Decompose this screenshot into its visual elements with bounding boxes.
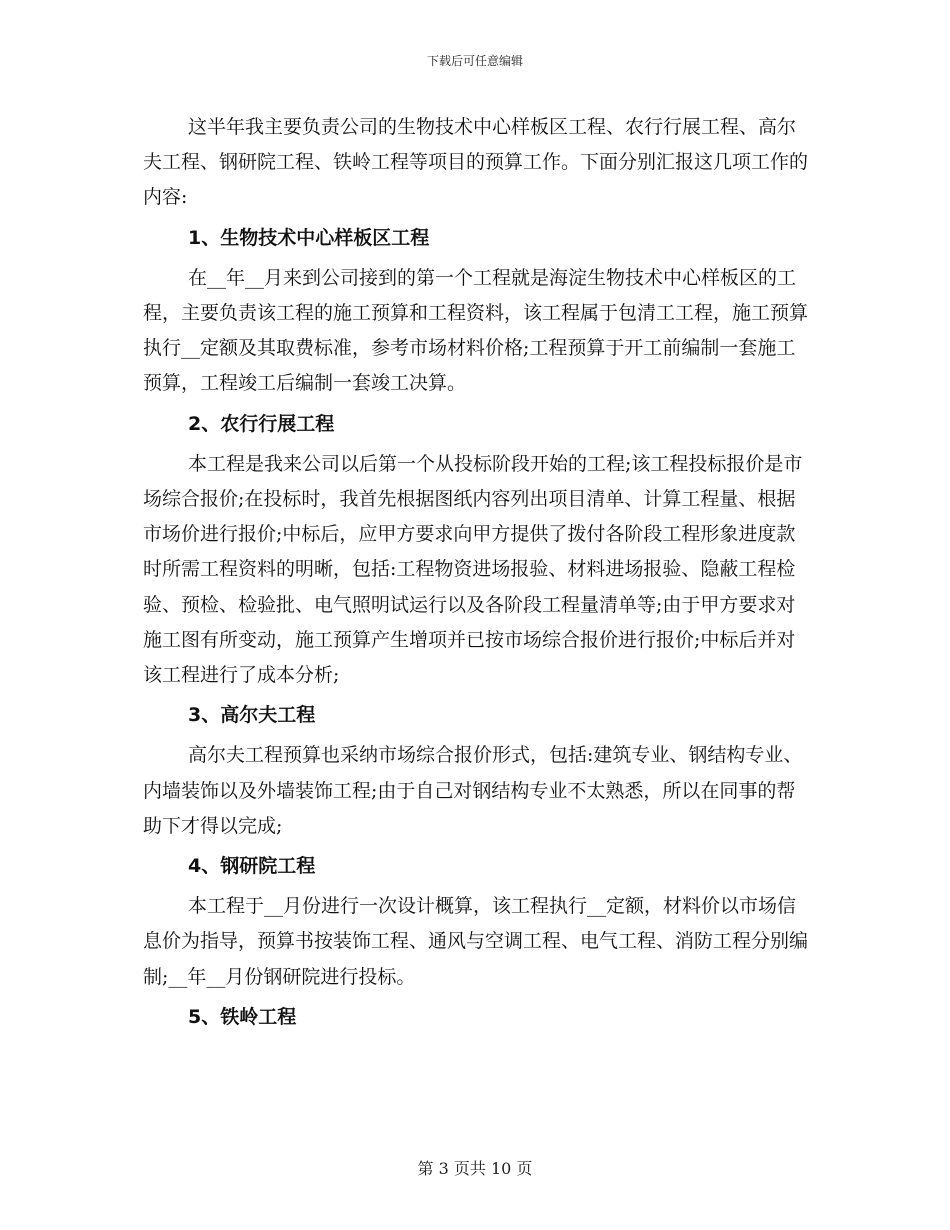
page-header: 下载后可任意编辑 [426,54,523,68]
document-body [143,110,813,1040]
section-2-heading: 2、农行行展工程 [188,412,335,435]
section-3-body: 高尔夫工程预算也采纳市场综合报价形式，包括:建筑专业、钢结构专业、内墙装饰以及外墙装饰工程;由于自己对钢结构专业不太熟悉，所以在同事的帮助下才得以完成; [143,744,803,837]
section-5-heading: 5、铁岭工程 [188,1005,297,1028]
page-number: 第 3 页共 10 页 [417,1159,533,1178]
section-4-body: 本工程于__月份进行一次设计概算，该工程执行__定额，材料价以市场信息价为指导，预算书按装饰工程、通风与空调工程、电气工程、消防工程分别编制;__年__月份钢研院进行投标。 [143,895,809,988]
section-4-heading: 4、钢研院工程 [188,855,316,878]
section-1-body: 在__年__月来到公司接到的第一个工程就是海淀生物技术中心样板区的工程，主要负责该工程的施工预算和工程资料，该工程属于包清工工程，施工预算执行__定额及其取费标准，参考市场材料价格;工程预算于开工前编制一套施工预算，工程竣工后编制一套竣工决算。 [143,266,809,395]
section-2-body: 本工程是我来公司以后第一个从投标阶段开始的工程;该工程投标报价是市场综合报价;在投标时，我首先根据图纸内容列出项目清单、计算工程量、根据市场价进行报价;中标后，应甲方要求向甲方提供了拨付各阶段工程形象进度款时所需工程资料的明晰，包括:工程物资进场报验、材料进场报验、隐蔽工程检验、预检、检验批、电气照明试运行以及各阶段工程量清单等;由于甲方要求对施工图有所变动，施工预算产生增项并已按市场综合报价进行报价;中标后并对该工程进行了成本分析; [143,452,803,687]
section-3-heading: 3、高尔夫工程 [188,704,316,727]
section-1-heading: 1、生物技术中心样板区工程 [188,226,430,249]
intro-paragraph: 这半年我主要负责公司的生物技术中心样板区工程、农行行展工程、高尔夫工程、钢研院工程、铁岭工程等项目的预算工作。下面分别汇报这几项工作的内容: [143,116,809,209]
